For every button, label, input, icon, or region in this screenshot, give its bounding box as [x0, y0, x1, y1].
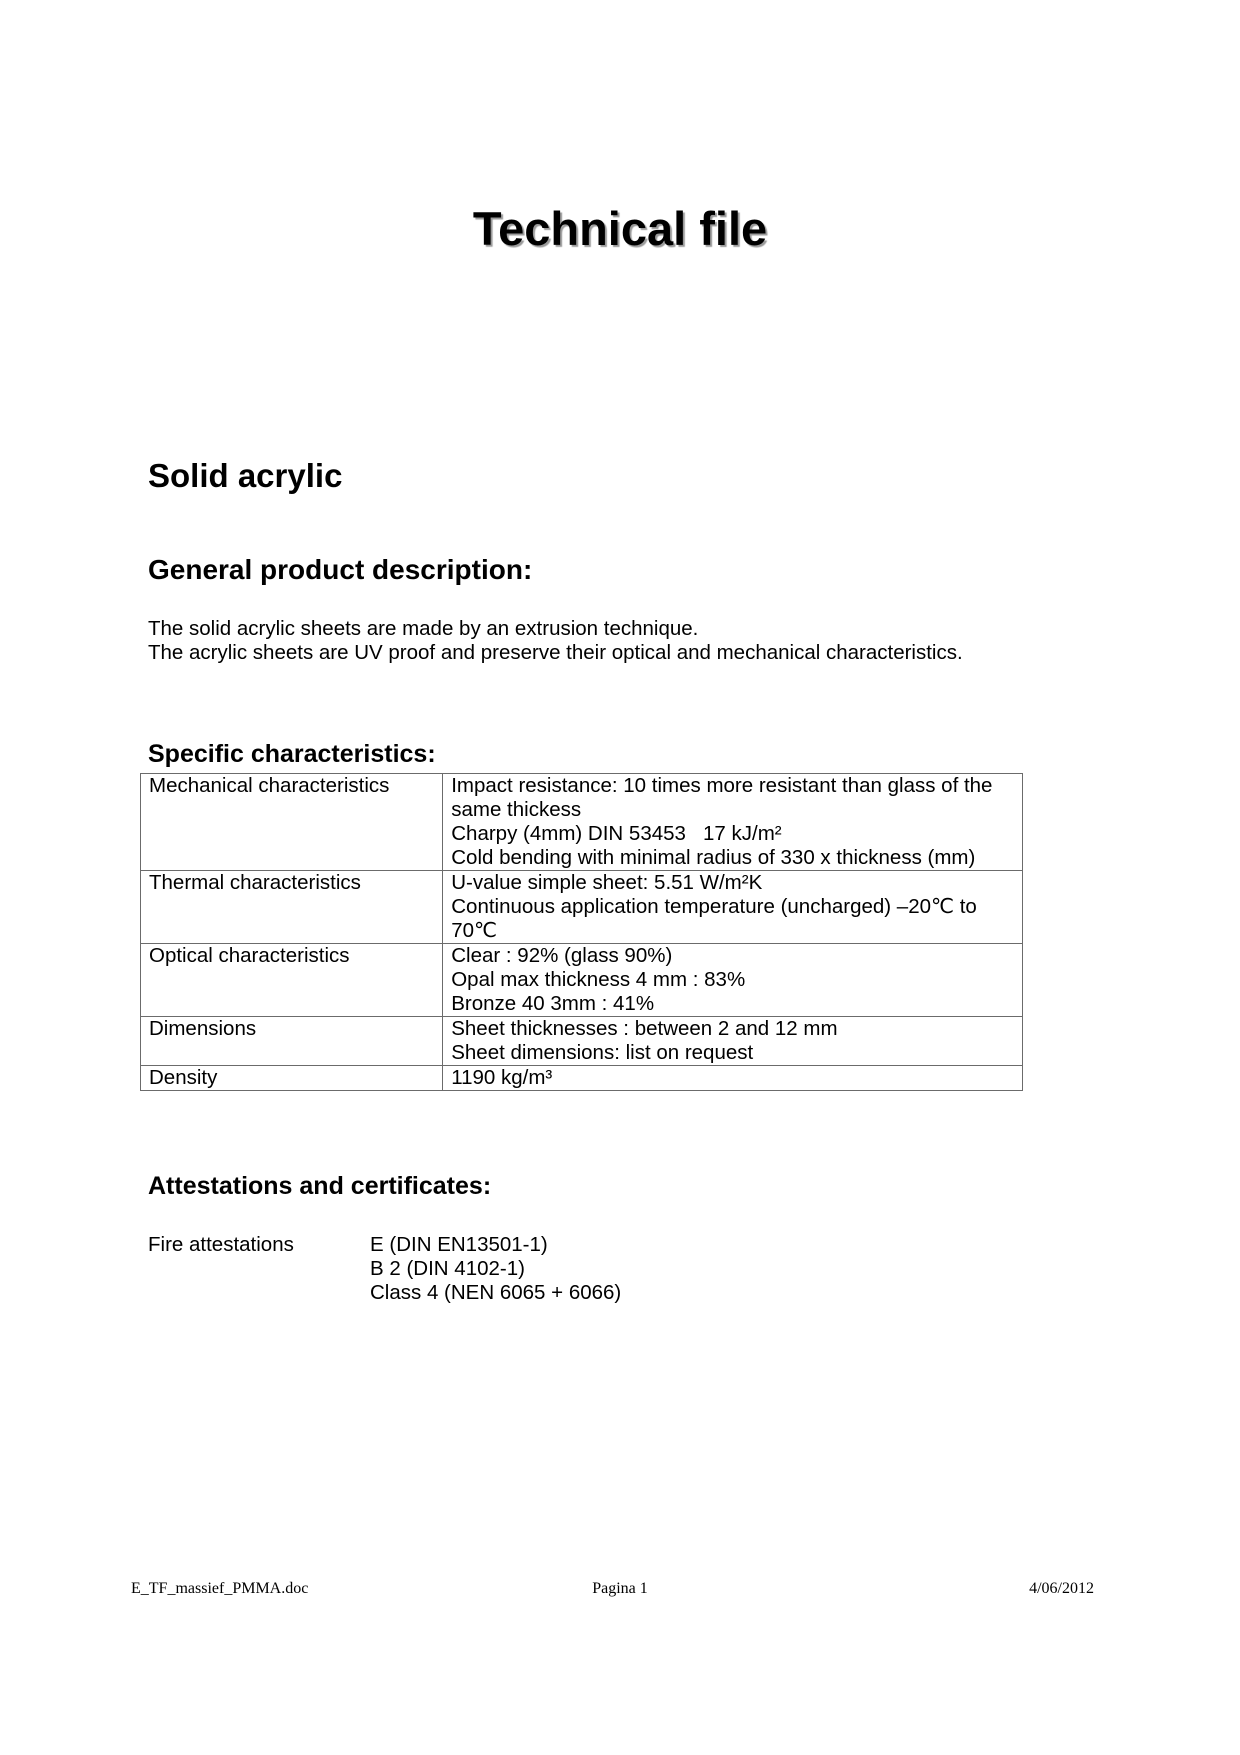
fire-attestations-values: [370, 1233, 621, 1305]
row-value: [443, 1017, 1023, 1066]
value-line: 1190 kg/m³: [451, 1066, 553, 1089]
table-row-mechanical: [141, 774, 1023, 871]
fire-attestations-label: Fire attestations: [148, 1233, 294, 1256]
value-line: U-value simple sheet: 5.51 W/m²K: [451, 871, 763, 894]
value-line: Charpy (4mm) DIN 53453 17 kJ/m²: [451, 822, 782, 845]
attestation-line: B 2 (DIN 4102-1): [370, 1257, 525, 1280]
general-description: [148, 617, 963, 665]
row-value: [443, 871, 1023, 944]
table-row-thermal: [141, 871, 1023, 944]
value-line: Bronze 40 3mm : 41%: [451, 992, 655, 1015]
footer-date: 4/06/2012: [1029, 1580, 1094, 1597]
attestation-line: Class 4 (NEN 6065 + 6066): [370, 1281, 622, 1304]
product-name: Solid acrylic: [148, 457, 343, 494]
row-value: [443, 774, 1023, 871]
value-line: Continuous application temperature (uncharged) –20℃ to 70℃: [451, 895, 977, 942]
row-label: Density: [141, 1066, 443, 1091]
specific-characteristics-table: [140, 773, 1023, 1091]
value-line: Opal max thickness 4 mm : 83%: [451, 968, 746, 991]
row-value: [443, 1066, 1023, 1091]
value-line: Sheet dimensions: list on request: [451, 1041, 754, 1064]
general-description-heading: General product description:: [148, 554, 533, 585]
value-line: Clear : 92% (glass 90%): [451, 944, 673, 967]
specific-characteristics-heading: Specific characteristics:: [148, 740, 436, 768]
value-line: Sheet thicknesses : between 2 and 12 mm: [451, 1017, 838, 1040]
table-row-optical: [141, 944, 1023, 1017]
attestation-line: E (DIN EN13501-1): [370, 1233, 548, 1256]
row-label: Dimensions: [141, 1017, 443, 1066]
row-label: Thermal characteristics: [141, 871, 443, 944]
row-label: Mechanical characteristics: [141, 774, 443, 871]
description-line: The acrylic sheets are UV proof and preserve their optical and mechanical characteristics.: [148, 641, 963, 664]
row-label: Optical characteristics: [141, 944, 443, 1017]
table-row-dimensions: [141, 1017, 1023, 1066]
value-line: Cold bending with minimal radius of 330 x thickness (mm): [451, 846, 976, 869]
attestations-heading: Attestations and certificates:: [148, 1172, 492, 1200]
footer-page-number: Pagina 1: [592, 1580, 648, 1597]
table-row-density: [141, 1066, 1023, 1091]
document-title: Technical file: [472, 202, 768, 255]
row-value: [443, 944, 1023, 1017]
value-line: Impact resistance: 10 times more resistant than glass of the same thickess: [451, 774, 993, 821]
footer-filename: E_TF_massief_PMMA.doc: [131, 1580, 309, 1597]
description-line: The solid acrylic sheets are made by an extrusion technique.: [148, 617, 699, 640]
